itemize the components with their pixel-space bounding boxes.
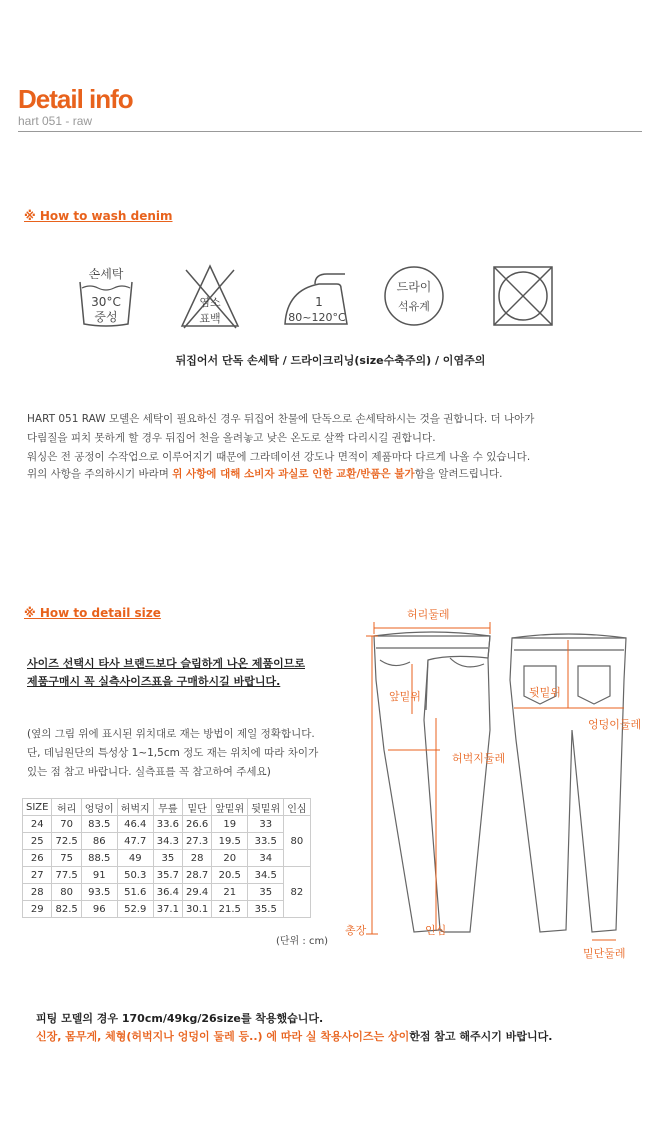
no-bleach-icon bbox=[178, 262, 242, 330]
table-row: 27 77.5 91 50.3 35.7 28.7 20.5 34.5 82 bbox=[23, 867, 311, 884]
inseam-cell: 82 bbox=[284, 867, 310, 918]
bleach-text-1: 염소 bbox=[199, 296, 221, 309]
wash-para-1: HART 051 RAW 모델은 세탁이 필요하신 경우 뒤집어 찬물에 단독으로 손세탁하시는 것을 권합니다. 더 나아가 bbox=[27, 413, 535, 425]
wash-para-4: 위의 사항을 주의하시기 바라며 위 사항에 대해 소비자 과실로 인한 교환/반품은 불가함을 알려드립니다. bbox=[27, 468, 503, 480]
label-front-rise: 앞밑위 bbox=[389, 690, 421, 703]
size-heading: ※ How to detail size bbox=[24, 606, 161, 620]
table-header-row: SIZE 허리 엉덩이 허벅지 무릎 밑단 앞밑위 뒷밑위 인심 bbox=[23, 799, 311, 816]
iron-temp-text: 80~120°C bbox=[288, 311, 346, 324]
wash-heading: ※ How to wash denim bbox=[24, 209, 173, 223]
handwash-top-text: 손세탁 bbox=[88, 267, 124, 281]
no-tumble-dry-icon bbox=[492, 265, 554, 327]
wash-caption: 뒤집어서 단독 손세탁 / 드라이크리닝(size수축주의) / 이염주의 bbox=[175, 354, 486, 367]
label-back-rise: 뒷밑위 bbox=[529, 686, 561, 699]
unit-label: (단위 : cm) bbox=[276, 936, 329, 947]
table-row: 25 72.5 86 47.7 34.3 27.3 19.5 33.5 bbox=[23, 833, 311, 850]
wash-para-2: 다림질을 피치 못하게 할 경우 뒤집어 천을 올려놓고 낮은 온도로 살짝 다리시길 권합니다. bbox=[27, 432, 436, 444]
page-subtitle: hart 051 - raw bbox=[18, 114, 93, 128]
fit-model-note: 피팅 모델의 경우 170cm/49kg/26size를 착용했습니다. bbox=[36, 1012, 324, 1025]
jeans-diagram bbox=[340, 600, 650, 960]
table-row: 26 75 88.5 49 35 28 20 34 bbox=[23, 850, 311, 867]
wash-para-3: 워싱은 전 공정이 수작업으로 이루어지기 때문에 그라데이션 강도나 면적이 제품마다 다르게 나올 수 있습니다. bbox=[27, 451, 531, 463]
size-note-2: 단, 데님원단의 특성상 1~1,5cm 정도 재는 위치에 따라 차이가 bbox=[27, 747, 319, 759]
bleach-text-2: 표백 bbox=[199, 312, 221, 325]
inseam-cell: 80 bbox=[284, 816, 310, 867]
size-notice-1: 사이즈 선택시 타사 브랜드보다 슬림하게 나온 제품이므로 bbox=[27, 657, 305, 670]
size-table bbox=[22, 798, 311, 918]
label-hip: 엉덩이둘레 bbox=[588, 718, 642, 731]
handwash-icon bbox=[74, 260, 138, 330]
handwash-bottom-text: 중성 bbox=[94, 310, 118, 324]
table-row: 28 80 93.5 51.6 36.4 29.4 21 35 bbox=[23, 884, 311, 901]
dryclean-icon bbox=[382, 264, 446, 328]
label-length: 총장 bbox=[345, 924, 367, 937]
page-title: Detail info bbox=[18, 84, 133, 114]
table-row: 24 70 83.5 46.4 33.6 26.6 19 33 80 bbox=[23, 816, 311, 833]
handwash-temp-text: 30°C bbox=[91, 295, 121, 309]
wash-warning: 위 사항에 대해 소비자 과실로 인한 교환/반품은 불가 bbox=[172, 468, 415, 480]
size-notice-2: 제품구매시 꼭 실측사이즈표을 구매하시길 바랍니다. bbox=[27, 675, 281, 688]
label-thigh: 허벅지둘레 bbox=[452, 752, 506, 765]
dry-text-2: 석유계 bbox=[398, 300, 430, 313]
label-inseam: 인심 bbox=[425, 924, 447, 937]
label-hem: 밑단둘레 bbox=[583, 947, 626, 960]
dry-text-1: 드라이 bbox=[396, 280, 432, 294]
size-note-1: (옆의 그림 위에 표시된 위치대로 재는 방법이 제일 정확합니다. bbox=[27, 728, 315, 740]
label-waist: 허리둘레 bbox=[407, 608, 450, 621]
size-note-3: 있는 점 참고 바랍니다. 실측표를 꼭 참고하여 주세요) bbox=[27, 766, 271, 778]
iron-num-text: 1 bbox=[315, 295, 323, 309]
table-row: 29 82.5 96 52.9 37.1 30.1 21.5 35.5 bbox=[23, 901, 311, 918]
iron-icon bbox=[279, 270, 353, 328]
header-divider bbox=[18, 131, 642, 132]
fit-disclaimer: 신장, 몸무게, 체형(허벅지나 엉덩이 둘레 등..) 에 따라 실 착용사이즈는 상이한점 참고 해주시기 바랍니다. bbox=[36, 1030, 553, 1043]
